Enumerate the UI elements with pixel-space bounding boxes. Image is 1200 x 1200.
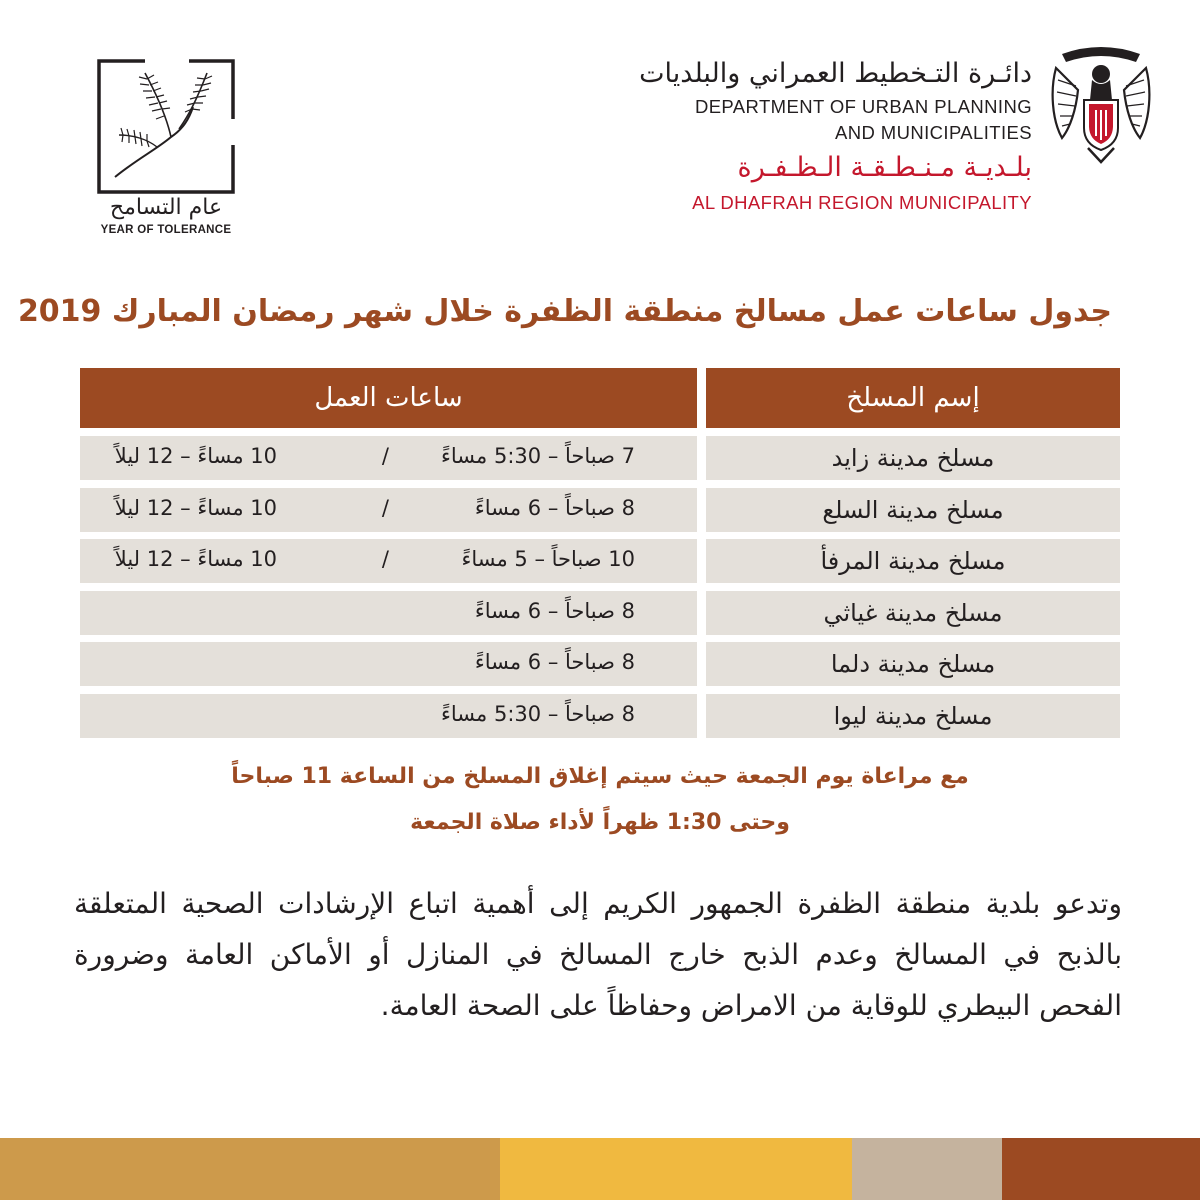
hours-period-1: 8 صباحاً – 6 مساءً (474, 598, 635, 623)
municipality-name-arabic: بلـديـة مـنـطـقـة الـظـفـرة (737, 152, 1032, 183)
friday-note-line2: وحتى 1:30 ظهراً لأداء صلاة الجمعة (410, 810, 790, 835)
column-header-slaughterhouse-name: إسم المسلخ (706, 368, 1120, 428)
ghaf-branch-icon (97, 59, 235, 194)
department-name-english-line1: DEPARTMENT OF URBAN PLANNING (694, 96, 1032, 117)
working-hours-cell (80, 488, 697, 532)
schedule-table (0, 436, 1200, 746)
column-header-working-hours: ساعات العمل (80, 368, 697, 428)
hours-period-1: 10 صباحاً – 5 مساءً (461, 547, 635, 572)
slaughterhouse-name: مسلخ مدينة دلما (706, 642, 1120, 686)
friday-note-line1: مع مراعاة يوم الجمعة حيث سيتم إغلاق المسلخ من الساعة 11 صباحاً (231, 764, 969, 789)
tolerance-english-text: YEAR OF TOLERANCE (100, 224, 232, 236)
working-hours-cell (80, 694, 697, 738)
footer-bar-4 (1002, 1138, 1200, 1200)
slaughterhouse-name: مسلخ مدينة المرفأ (706, 539, 1120, 583)
table-row (0, 436, 1200, 488)
footer-bar-1 (0, 1138, 500, 1200)
table-row (0, 642, 1200, 694)
municipality-name-english: AL DHAFRAH REGION MUNICIPALITY (692, 192, 1032, 213)
working-hours-cell (80, 591, 697, 635)
hours-period-1: 8 صباحاً – 5:30 مساءً (441, 701, 635, 726)
table-row (0, 488, 1200, 540)
page-title: جدول ساعات عمل مسالخ منطقة الظفرة خلال شهر رمضان المبارك 2019 (17, 294, 1112, 329)
hours-period-1: 7 صباحاً – 5:30 مساءً (441, 444, 635, 468)
hours-period-2: 10 مساءً – 12 ليلاً (114, 547, 277, 572)
working-hours-cell (80, 436, 697, 480)
slaughterhouse-name: مسلخ مدينة ليوا (706, 694, 1120, 738)
table-row (0, 539, 1200, 591)
working-hours-cell (80, 539, 697, 583)
slaughterhouse-name: مسلخ مدينة السلع (706, 488, 1120, 532)
hours-period-1: 8 صباحاً – 6 مساءً (474, 495, 635, 520)
footer-bar-2 (500, 1138, 852, 1200)
table-row (0, 694, 1200, 746)
hours-period-1: 8 صباحاً – 6 مساءً (474, 650, 635, 675)
footer-bar-3 (852, 1138, 1002, 1200)
year-of-tolerance-logo (97, 59, 235, 194)
abu-dhabi-falcon-emblem-icon (1042, 40, 1160, 164)
footer-color-bars (0, 1138, 1200, 1200)
tolerance-arabic-text: عام التسامح (109, 195, 223, 220)
slaughterhouse-name: مسلخ مدينة غياثي (706, 591, 1120, 635)
hours-period-2: 10 مساءً – 12 ليلاً (114, 495, 277, 520)
hours-separator: / (381, 444, 389, 468)
working-hours-cell (80, 642, 697, 686)
advisory-paragraph: وتدعو بلدية منطقة الظفرة الجمهور الكريم إلى أهمية اتباع الإرشادات الصحية المتعلقة بالذبح في المسالخ وعدم الذبح خارج المسالخ في المنازل أو الأماكن العامة وضرورة الفحص البيطري للوقاية من الامراض وحفاظاً على الصحة العامة. (74, 887, 1122, 1022)
department-name-english-line2: AND MUNICIPALITIES (834, 122, 1032, 143)
hours-separator: / (381, 547, 389, 572)
abu-dhabi-emblem (1042, 40, 1160, 164)
department-name-arabic: دائـرة التـخطيط العمراني والبلديات (639, 58, 1032, 89)
hours-separator: / (381, 495, 389, 520)
slaughterhouse-name: مسلخ مدينة زايد (706, 436, 1120, 480)
hours-period-2: 10 مساءً – 12 ليلاً (114, 444, 277, 468)
table-row (0, 591, 1200, 643)
